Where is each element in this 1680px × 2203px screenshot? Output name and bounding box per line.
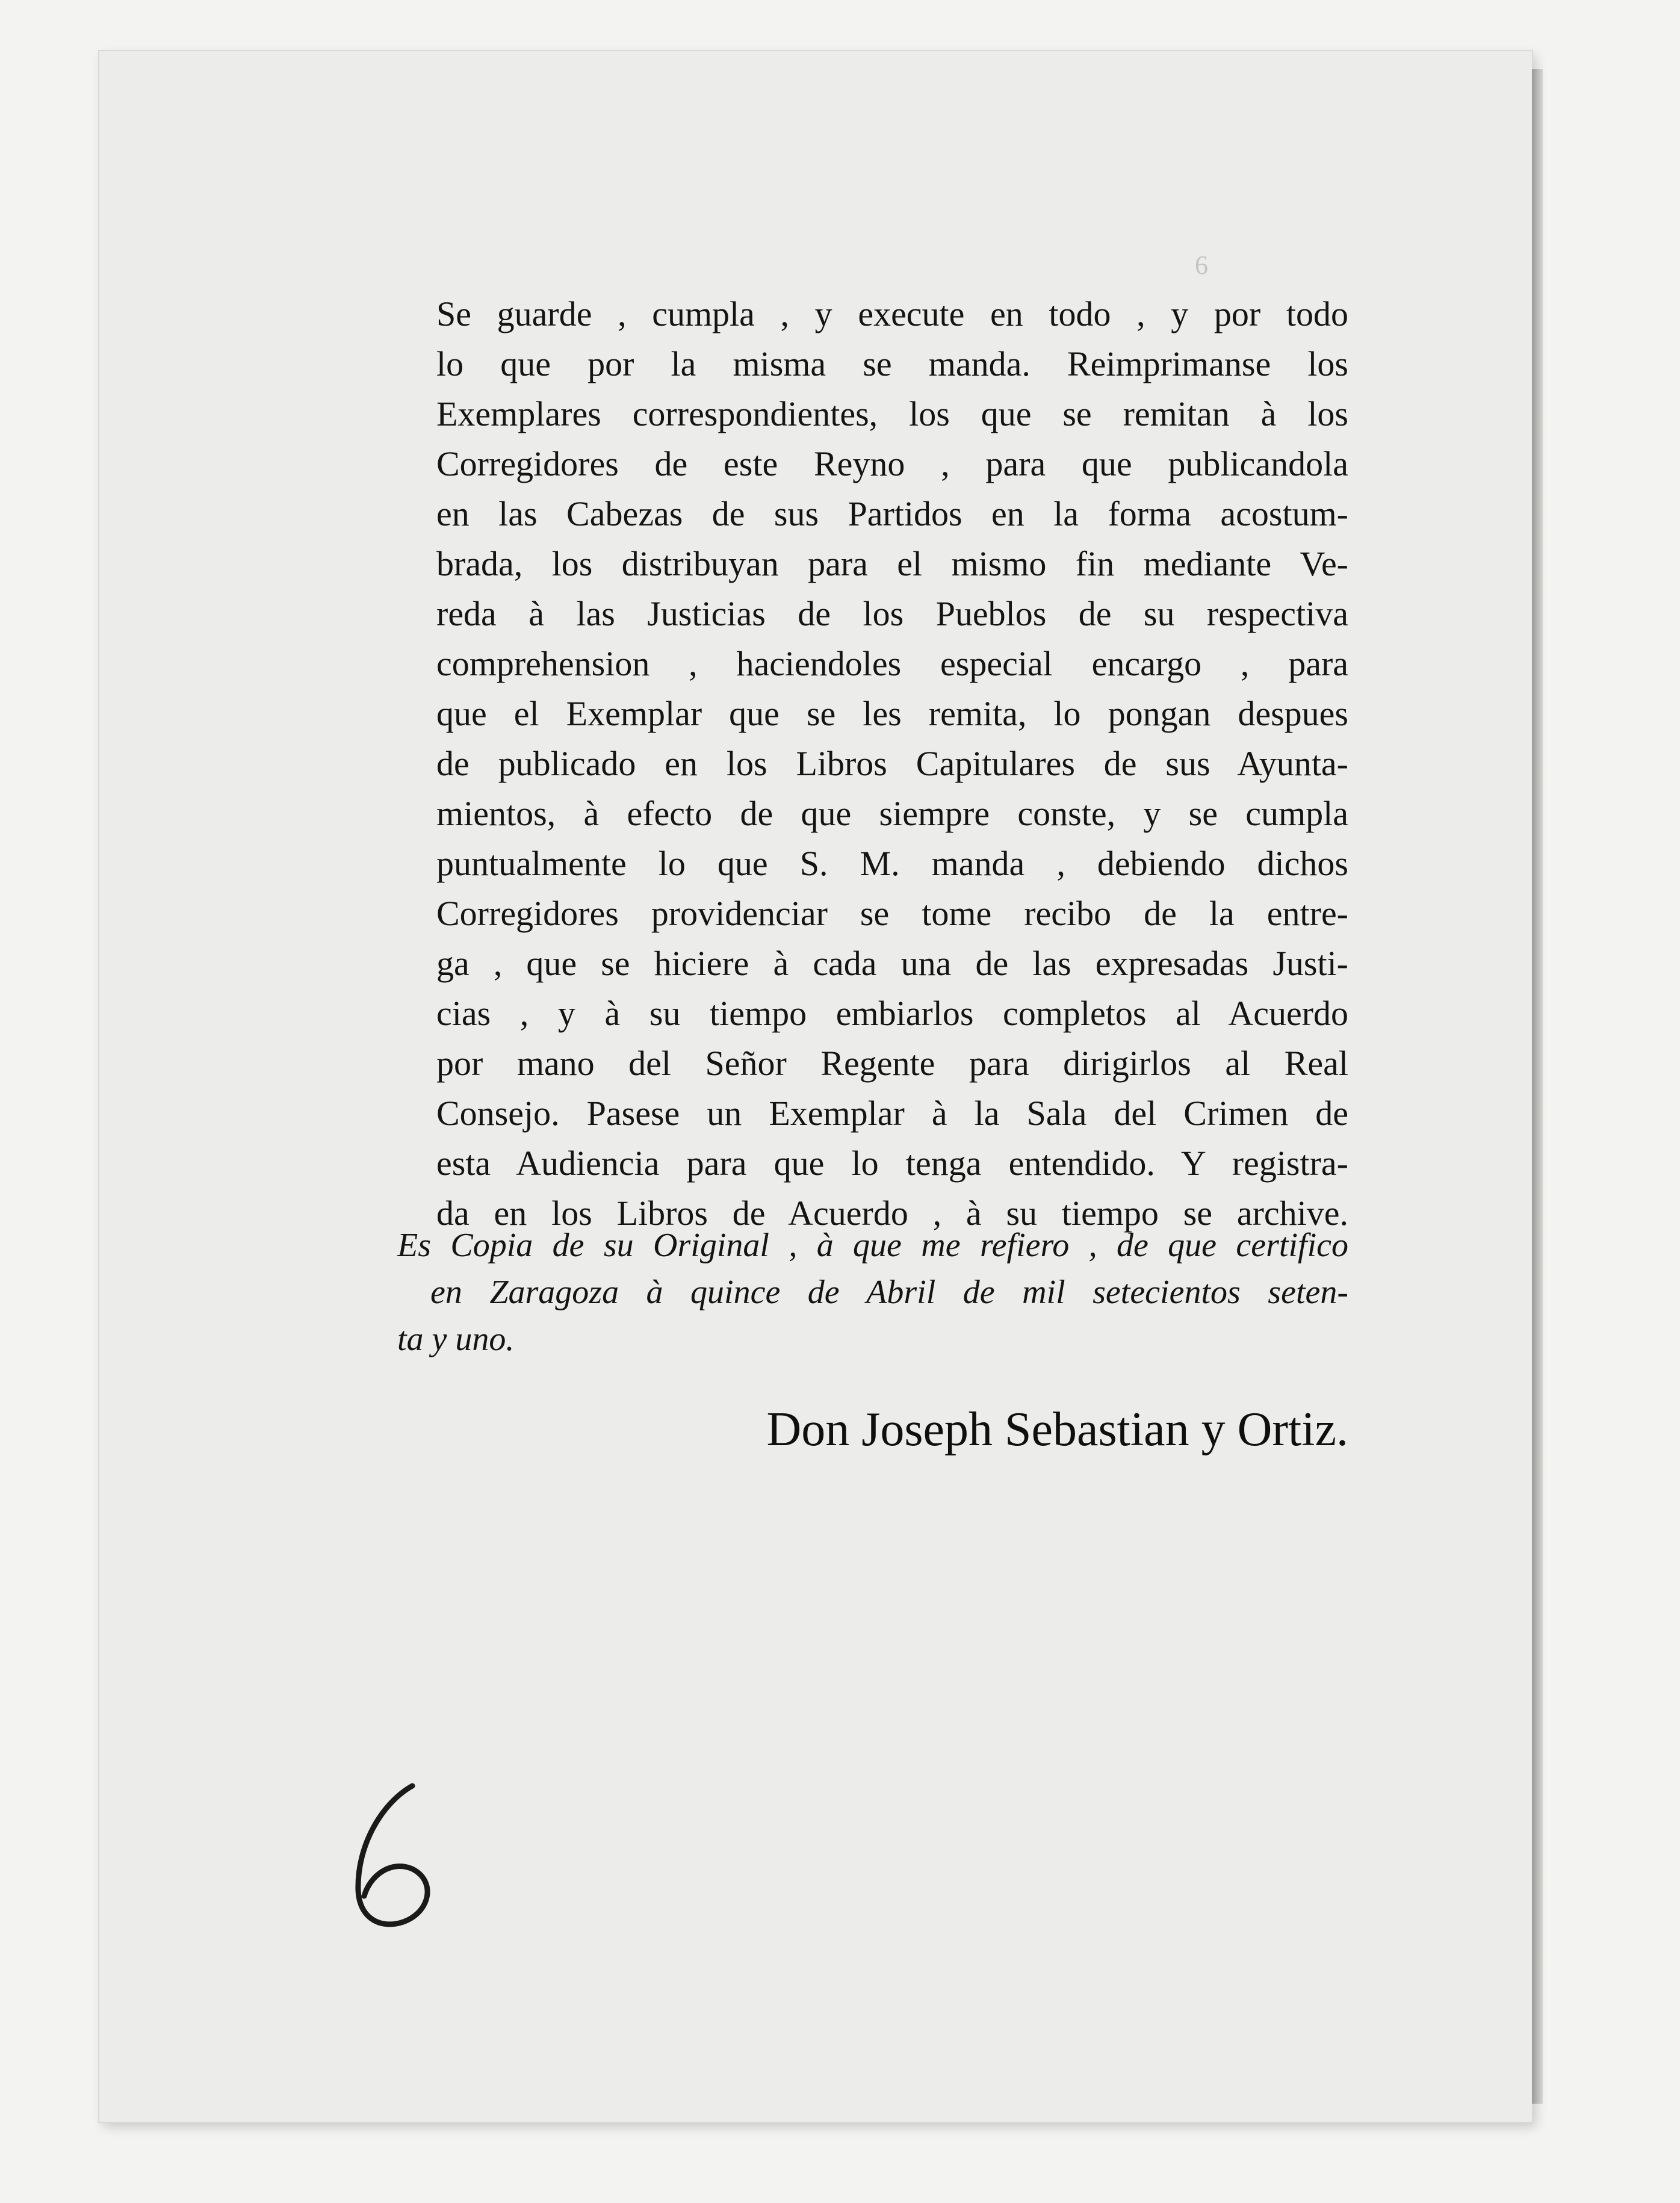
body-line: cias , y à su tiempo embiarlos completos al Acuerdo	[436, 994, 1348, 1033]
body-line: reda à las Justicias de los Pueblos de su respectiva	[436, 594, 1348, 633]
body-line: Exemplares correspondientes, los que se remitan à los	[436, 394, 1348, 433]
body-line: Corregidores providenciar se tome recibo de la entre-	[436, 894, 1348, 933]
body-line: ga , que se hiciere à cada una de las expresadas Justi-	[436, 944, 1348, 983]
body-line: lo que por la misma se manda. Reimprimanse los	[436, 344, 1348, 383]
certification-text	[397, 1222, 1348, 1363]
signature: Don Joseph Sebastian y Ortiz.	[766, 1403, 1348, 1456]
body-line: da en los Libros de Acuerdo , à su tiempo se archive.	[436, 1194, 1348, 1233]
body-line: Se guarde , cumpla , y execute en todo , y por todo	[436, 294, 1348, 333]
certification-line: en Zaragoza à quince de Abril de mil setecientos seten-	[430, 1274, 1348, 1311]
handwritten-page-number	[340, 1779, 448, 1935]
page-number: 6	[1195, 250, 1208, 280]
body-line: en las Cabezas de sus Partidos en la forma acostum-	[436, 494, 1348, 533]
body-line: Consejo. Pasese un Exemplar à la Sala del Crimen de	[436, 1094, 1348, 1133]
document-page	[99, 51, 1532, 2122]
body-line: brada, los distribuyan para el mismo fin mediante Ve-	[436, 544, 1348, 583]
body-text	[436, 289, 1348, 1238]
body-line: comprehension , haciendoles especial encargo , para	[436, 644, 1348, 683]
certification-line: Es Copia de su Original , à que me refiero , de que certifico	[397, 1227, 1348, 1264]
body-line: por mano del Señor Regente para dirigirlos al Real	[436, 1044, 1348, 1083]
body-line: de publicado en los Libros Capitulares de sus Ayunta-	[436, 744, 1348, 783]
body-line: mientos, à efecto de que siempre conste, y se cumpla	[436, 794, 1348, 833]
certification-line: ta y uno.	[397, 1321, 515, 1358]
body-line: que el Exemplar que se les remita, lo pongan despues	[436, 694, 1348, 733]
body-line: esta Audiencia para que lo tenga entendido. Y registra-	[436, 1144, 1348, 1183]
body-line: Corregidores de este Reyno , para que publicandola	[436, 444, 1348, 483]
body-line: puntualmente lo que S. M. manda , debiendo dichos	[436, 844, 1348, 883]
